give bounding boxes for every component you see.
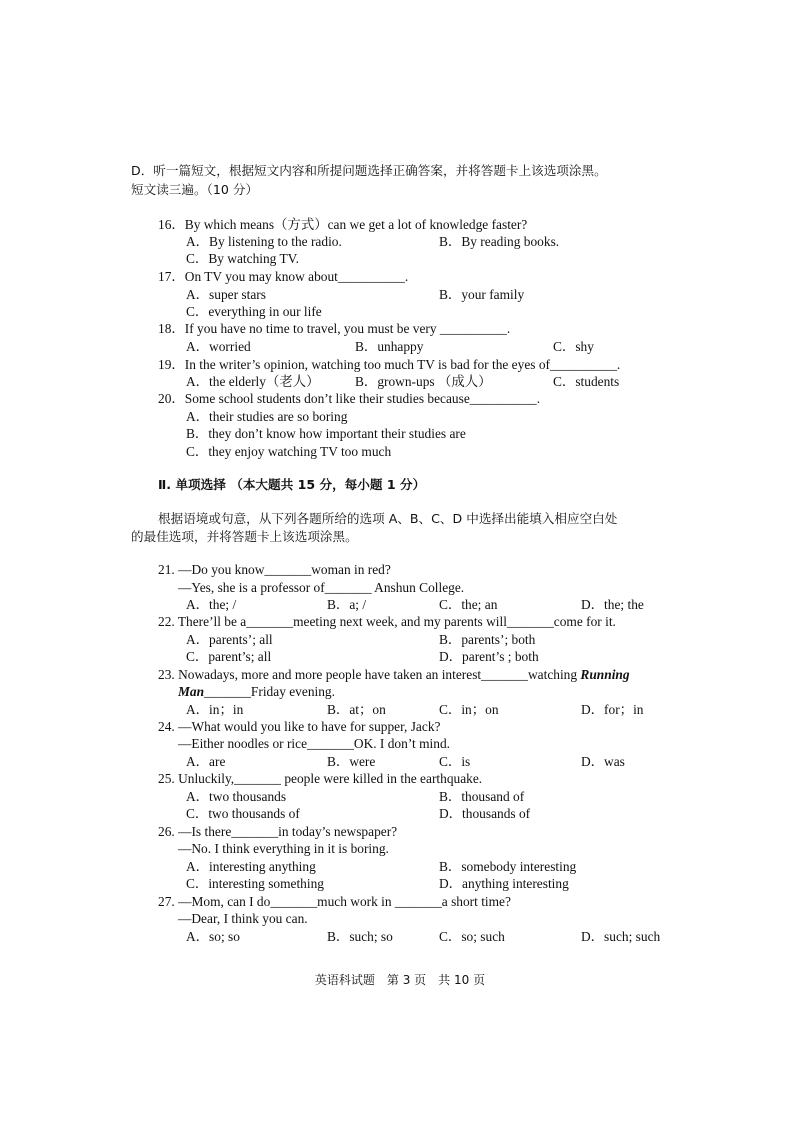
question-27: 27. —Mom, can I do_______much work in _______a short time? xyxy=(158,894,511,909)
question-16: 16．By which means（方式）can we get a lot of knowledge faster? xyxy=(158,217,528,232)
q21-option-d: D．the; the xyxy=(581,597,644,612)
q21-option-b: B．a; / xyxy=(327,597,367,612)
q16-option-c: C．By watching TV. xyxy=(186,251,299,266)
q25-option-d: D．thousands of xyxy=(439,806,531,821)
q26-option-c: C．interesting something xyxy=(186,876,324,891)
q22-option-d: D．parent’s ; both xyxy=(439,649,539,664)
q27-option-c: C．so; such xyxy=(439,929,505,944)
q26-option-d: D．anything interesting xyxy=(439,876,569,891)
q20-option-b: B．they don’t know how important their studies are xyxy=(186,426,466,441)
q25-option-c: C．two thousands of xyxy=(186,806,300,821)
q26-option-b: B．somebody interesting xyxy=(439,859,577,874)
question-26: 26. —Is there_______in today’s newspaper? xyxy=(158,824,398,839)
question-19: 19．In the writer’s opinion, watching too much TV is bad for the eyes of__________. xyxy=(158,357,621,372)
question-21: 21. —Do you know_______woman in red? xyxy=(158,562,391,577)
q21-option-a: A．the; / xyxy=(186,597,237,612)
q19-option-a: A．the elderly（老人） xyxy=(186,374,320,389)
section-d-instruction: D．听一篇短文，根据短文内容和所提问题选择正确答案，并将答题卡上该选项涂黑。 xyxy=(131,163,607,178)
question-23-show-title-cont: Man xyxy=(178,684,205,699)
q25-option-a: A．two thousands xyxy=(186,789,287,804)
q20-option-c: C．they enjoy watching TV too much xyxy=(186,444,392,459)
q22-option-c: C．parent’s; all xyxy=(186,649,272,664)
q25-option-b: B．thousand of xyxy=(439,789,525,804)
q23-option-b: B．at；on xyxy=(327,702,386,717)
q27-option-a: A．so; so xyxy=(186,929,240,944)
question-23-cont xyxy=(178,683,335,700)
q18-option-b: B．unhappy xyxy=(355,339,424,354)
question-26-response: —No. I think everything in it is boring. xyxy=(178,841,389,856)
page-footer: 英语科试题 第 3 页 共 10 页 xyxy=(314,973,486,987)
question-23-show-title: Running xyxy=(580,667,630,682)
q19-option-b: B．grown-ups （成人） xyxy=(355,374,492,389)
q16-option-b: B．By reading books. xyxy=(439,234,560,249)
q22-option-b: B．parents’; both xyxy=(439,632,536,647)
q24-option-c: C．is xyxy=(439,754,471,769)
q20-option-a: A．their studies are so boring xyxy=(186,409,348,424)
q21-option-c: C．the; an xyxy=(439,597,498,612)
q18-option-a: A．worried xyxy=(186,339,251,354)
question-21-response: —Yes, she is a professor of_______ Anshun College. xyxy=(178,580,465,595)
question-20: 20．Some school students don’t like their studies because__________. xyxy=(158,391,541,406)
question-18: 18．If you have no time to travel, you must be very __________. xyxy=(158,321,511,336)
q17-option-b: B．your family xyxy=(439,287,525,302)
question-24: 24. —What would you like to have for supper, Jack? xyxy=(158,719,441,734)
q18-option-c: C．shy xyxy=(553,339,594,354)
q23-option-a: A．in；in xyxy=(186,702,244,717)
question-23-text-cont: _______Friday evening. xyxy=(204,684,335,699)
question-25: 25. Unluckily,_______ people were killed in the earthquake. xyxy=(158,771,483,786)
question-17: 17．On TV you may know about__________. xyxy=(158,269,409,284)
q24-option-b: B．were xyxy=(327,754,376,769)
section-d-instruction-cont: 短文读三遍。（10 分） xyxy=(131,182,259,197)
question-23-text: 23. Nowadays, more and more people have taken an interest_______watching xyxy=(158,667,581,682)
question-27-response: —Dear, I think you can. xyxy=(178,911,308,926)
q27-option-b: B．such; so xyxy=(327,929,393,944)
section-ii-title: Ⅱ. 单项选择 （本大题共 15 分，每小题 1 分） xyxy=(158,477,426,492)
q23-option-c: C．in；on xyxy=(439,702,499,717)
q23-option-d: D．for；in xyxy=(581,702,644,717)
q24-option-d: D．was xyxy=(581,754,625,769)
question-24-response: —Either noodles or rice_______OK. I don’t mind. xyxy=(178,736,450,751)
q22-option-a: A．parents’; all xyxy=(186,632,273,647)
q19-option-c: C．students xyxy=(553,374,620,389)
q26-option-a: A．interesting anything xyxy=(186,859,316,874)
q16-option-a: A．By listening to the radio. xyxy=(186,234,342,249)
section-ii-instruction: 根据语境或句意，从下列各题所给的选项 A、B、C、D 中选择出能填入相应空白处 xyxy=(158,511,618,526)
question-23 xyxy=(158,666,630,683)
question-22: 22. There’ll be a_______meeting next week, and my parents will_______come for it. xyxy=(158,614,616,629)
section-ii-instruction-cont: 的最佳选项，并将答题卡上该选项涂黑。 xyxy=(131,529,358,544)
q17-option-a: A．super stars xyxy=(186,287,266,302)
q24-option-a: A．are xyxy=(186,754,226,769)
q17-option-c: C．everything in our life xyxy=(186,304,322,319)
q27-option-d: D．such; such xyxy=(581,929,661,944)
